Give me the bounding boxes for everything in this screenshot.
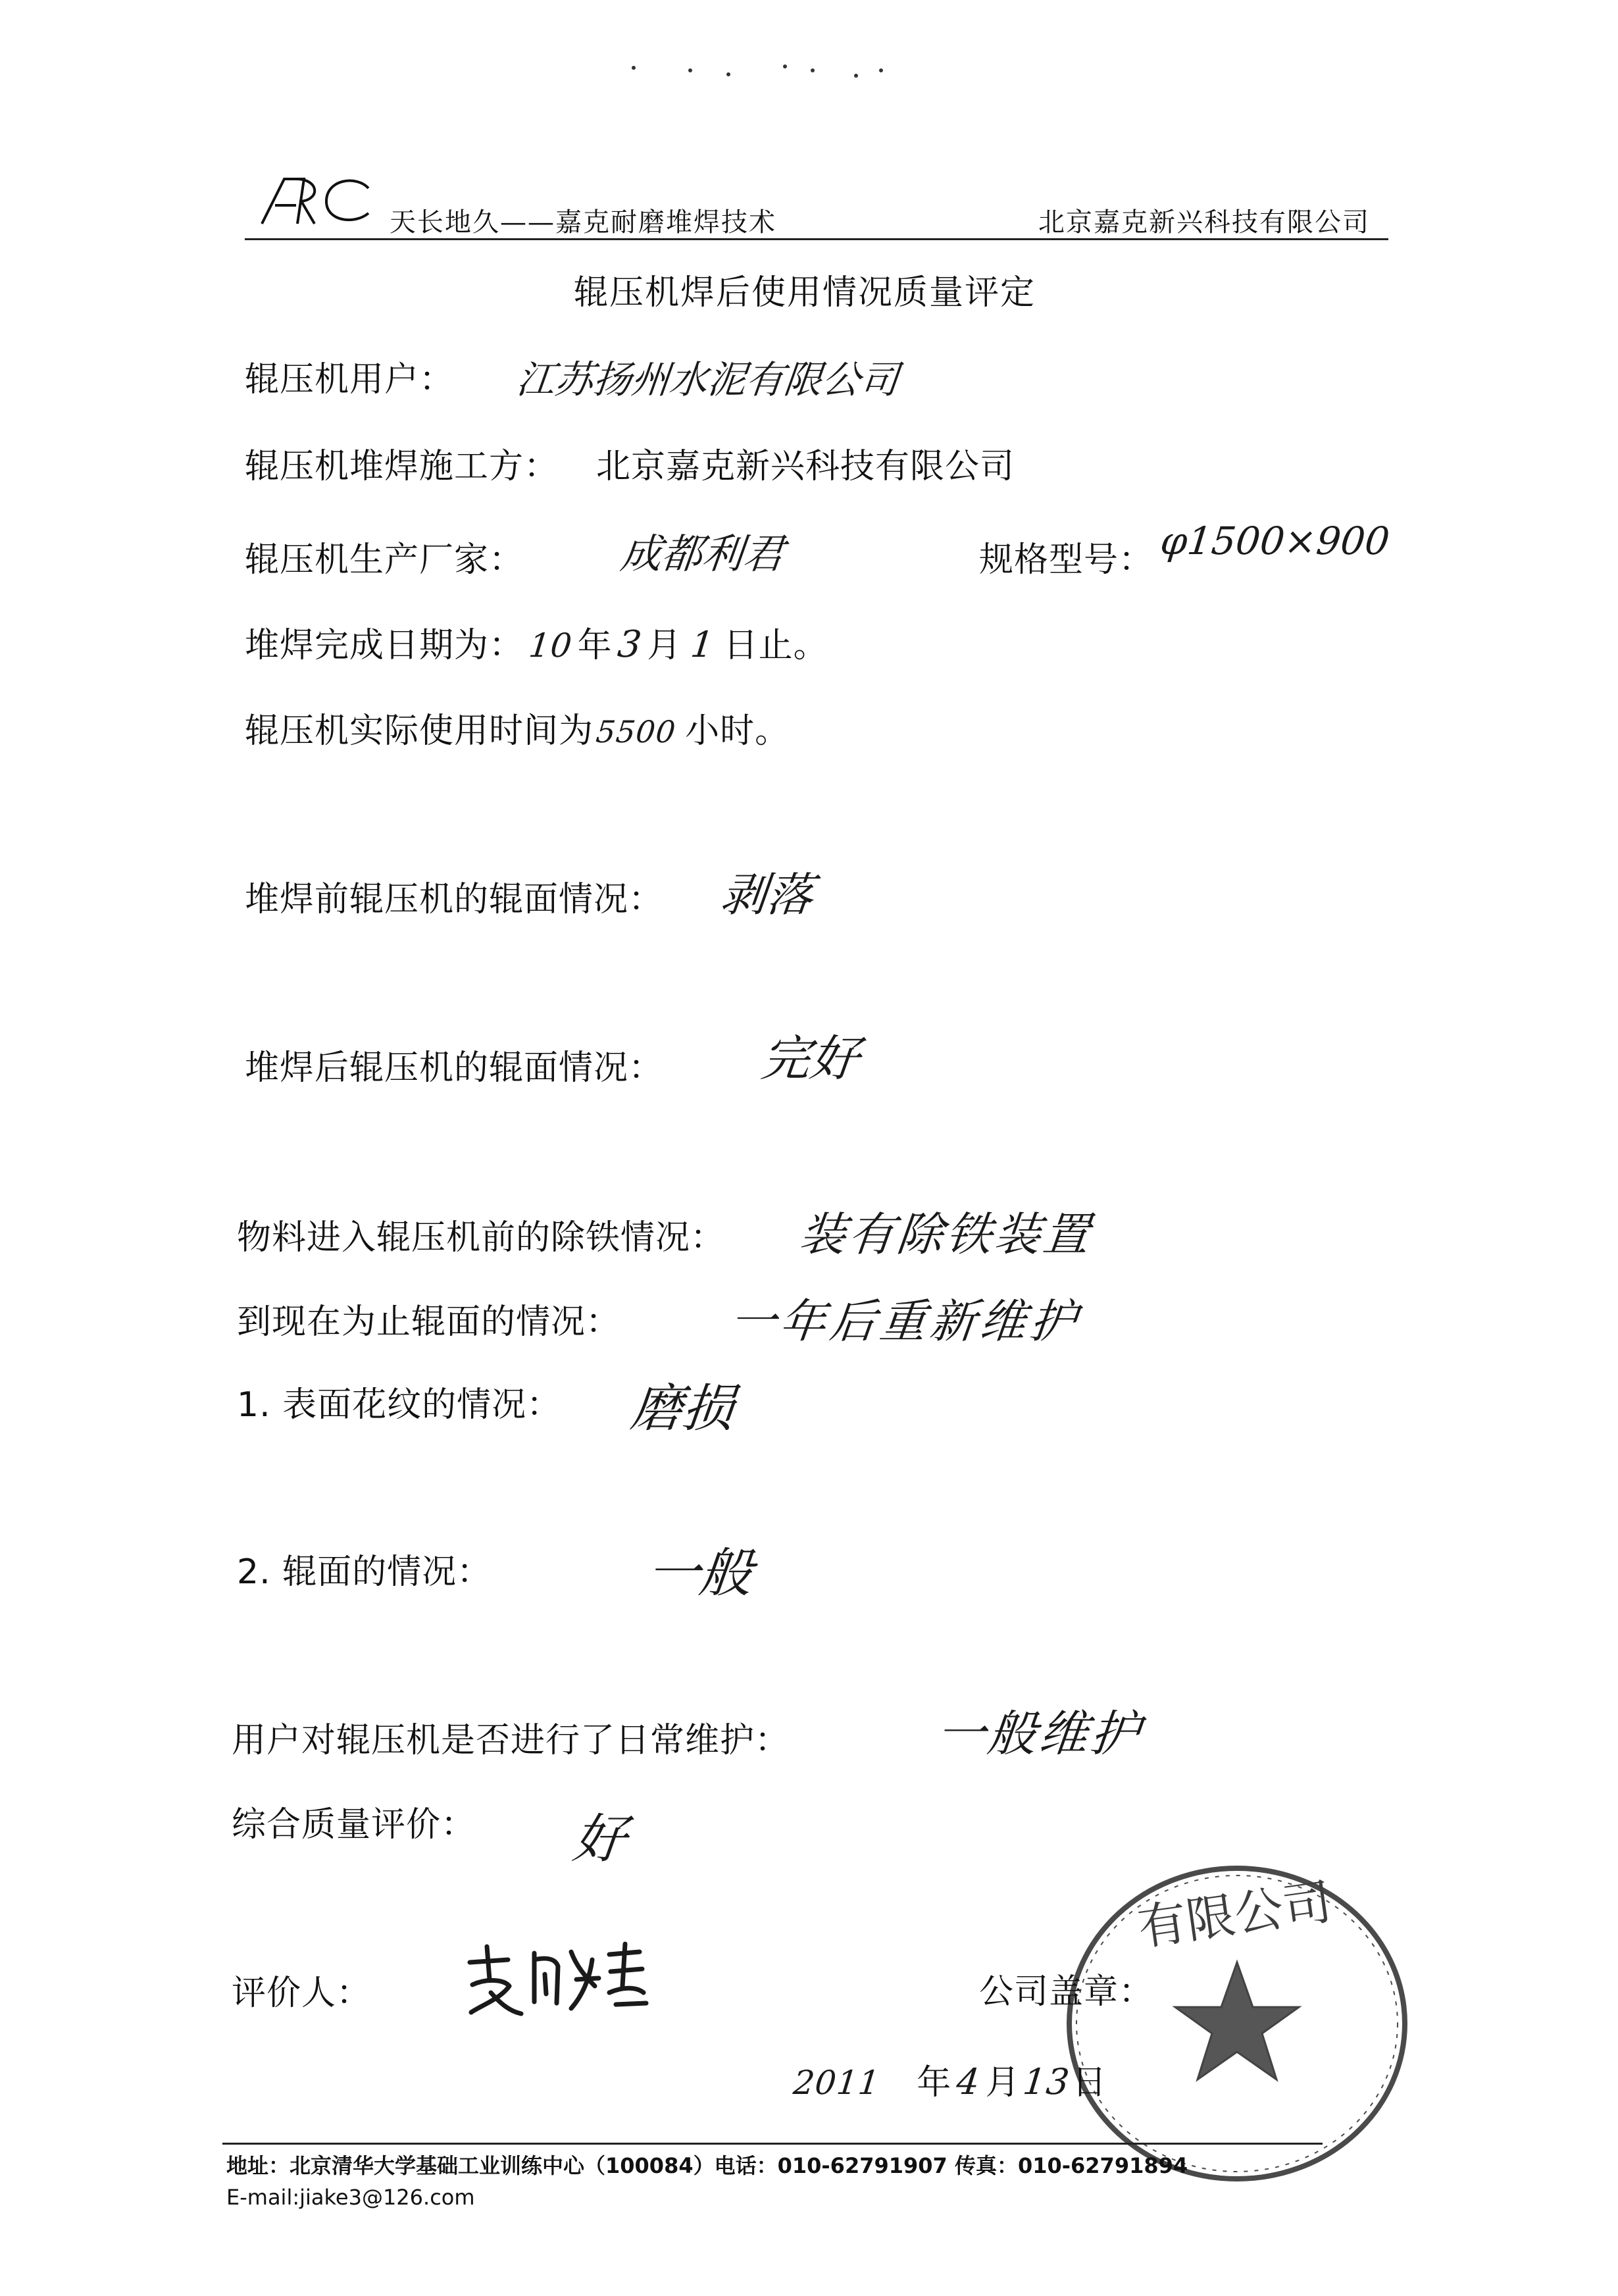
usage-hours: 5500 [594, 714, 678, 750]
completion-month-unit: 月 [647, 626, 682, 665]
usage-suffix: 小时。 [685, 711, 790, 751]
current-state-value: 一年后重新维护 [727, 1294, 1083, 1348]
footer-divider [222, 2143, 1323, 2145]
header-tagline: 天长地久——嘉克耐磨堆焊技术 [390, 207, 776, 238]
date-month-unit: 月 [985, 2063, 1021, 2103]
scan-speck [726, 72, 730, 76]
roll-surface-value: 一般 [644, 1543, 756, 1604]
scan-speck [632, 66, 636, 70]
header-company-name: 北京嘉克新兴科技有限公司 [1038, 207, 1370, 238]
maintenance-label: 用户对辊压机是否进行了日常维护： [232, 1721, 790, 1760]
before-label: 堆焊前辊压机的辊面情况： [245, 880, 664, 919]
evaluator-label: 评价人： [232, 1974, 372, 2013]
date-year-unit: 年 [917, 2063, 952, 2103]
date-month: 4 [954, 2061, 982, 2103]
footer-email: E-mail:jiake3@126.com [226, 2185, 475, 2210]
header-divider [245, 238, 1388, 240]
scan-speck [854, 74, 858, 78]
usage-label [245, 703, 790, 752]
scan-speck [783, 64, 787, 68]
completion-prefix: 堆焊完成日期为： [245, 626, 524, 665]
document-title: 辊压机焊后使用情况质量评定 [574, 273, 1036, 313]
before-value: 剥落 [718, 868, 816, 922]
contractor-label: 辊压机堆焊施工方： [245, 447, 559, 486]
company-seal-stamp [1046, 1849, 1415, 2191]
scan-speck [811, 68, 815, 72]
usage-prefix: 辊压机实际使用时间为 [245, 711, 594, 751]
pattern-value: 磨损 [628, 1379, 738, 1439]
scan-speck [879, 68, 883, 72]
completion-label [245, 617, 828, 667]
model-label: 规格型号： [979, 540, 1154, 580]
stamp-text: 有限公司 [1134, 1874, 1336, 1957]
user-value: 江苏扬州水泥有限公司 [514, 357, 901, 402]
completion-month: 3 [615, 623, 644, 666]
overall-label: 综合质量评价： [232, 1805, 476, 1845]
arc-logo-icon [258, 172, 376, 228]
stamp-label: 公司盖章： [979, 1972, 1154, 2012]
footer-address: 地址：北京清华大学基础工业训练中心（100084）电话：010-62791907 传真：010-62791894 [226, 2153, 1188, 2178]
completion-year-unit: 年 [577, 626, 613, 665]
manufacturer-value: 成都利君 [618, 530, 787, 578]
after-value: 完好 [758, 1031, 862, 1087]
date-day-unit: 日 [1072, 2063, 1107, 2103]
overall-value: 好 [570, 1808, 630, 1870]
maintenance-value: 一般维护 [933, 1706, 1145, 1762]
iron-removal-value: 装有除铁装置 [797, 1208, 1095, 1262]
pattern-label: 1. 表面花纹的情况： [237, 1385, 562, 1425]
roll-surface-label: 2. 辊面的情况： [237, 1552, 492, 1592]
scan-speck [688, 68, 692, 72]
manufacturer-label: 辊压机生产厂家： [245, 540, 524, 580]
date-year: 2011 [791, 2064, 882, 2102]
contractor-value: 北京嘉克新兴科技有限公司 [596, 447, 1015, 486]
after-label: 堆焊后辊压机的辊面情况： [245, 1048, 664, 1088]
iron-removal-label: 物料进入辊压机前的除铁情况： [237, 1218, 726, 1258]
user-label: 辊压机用户： [245, 360, 455, 399]
current-state-label: 到现在为止辊面的情况： [237, 1302, 621, 1342]
completion-year: 10 [526, 626, 574, 665]
evaluator-signature [461, 1940, 651, 2026]
model-value: φ1500×900 [1158, 519, 1392, 563]
signing-date [791, 2054, 1107, 2104]
date-day: 13 [1021, 2061, 1072, 2103]
completion-day: 1 [689, 624, 717, 665]
completion-suffix: 日止。 [723, 626, 828, 665]
